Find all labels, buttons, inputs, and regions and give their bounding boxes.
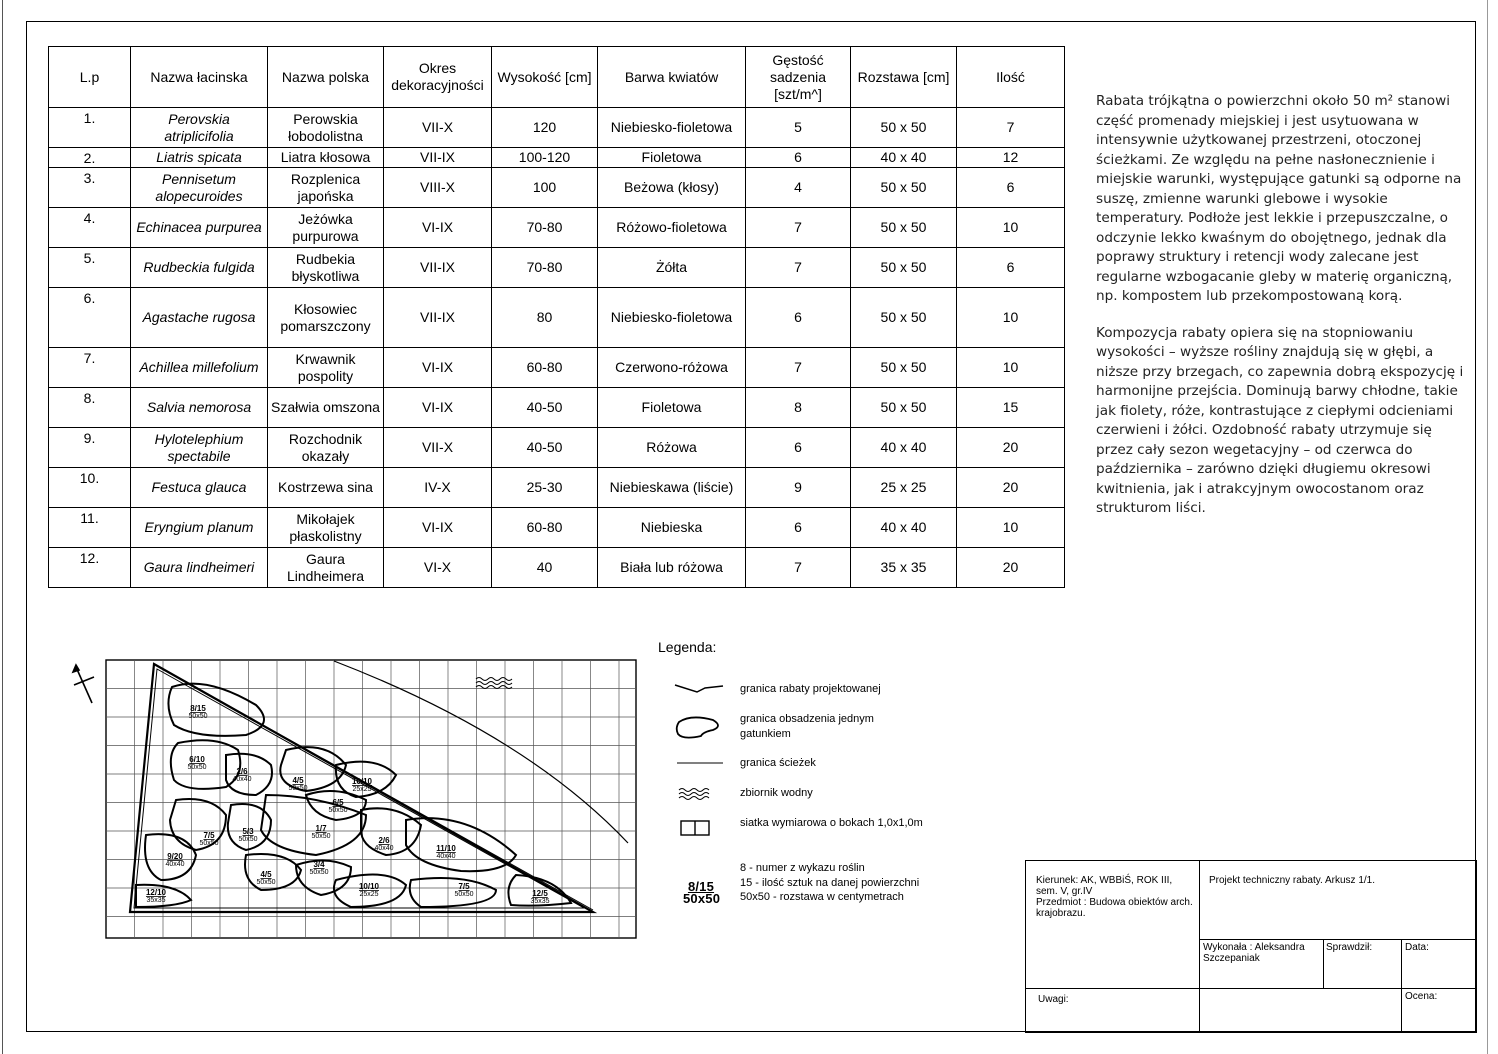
water-icon [476, 678, 512, 689]
column-header: Gęstość sadzenia [szt/m^] [746, 47, 851, 108]
plant-label-spacing: 50x50 [188, 713, 208, 720]
table-cell-qty: 10 [957, 208, 1065, 248]
title-block [1025, 860, 1477, 1033]
plant-label-spacing: 50x50 [238, 836, 258, 843]
table-cell-density: 4 [746, 168, 851, 208]
table-cell-period: IV-X [384, 468, 492, 508]
description-paragraph: Rabata trójkątna o powierzchni około 50 m² stanowi część promenady miejskiej i jest usytuowana w intensywnie użytkowanej przestrzeni, otoczonej ścieżkami. Ze względu na pełne nasłonecznienie i miejskie warunki, występujące gatunki są odporne na suszę, zmienne warunki glebowe i wysokie temperatury. Podłoże jest lekkie i przepuszczalne, o odczynie lekko kwaśnym do obojętnego, jednak dla poprawy struktury i retencji wody zalecane jest regularne wzbogacanie gleby w materię organiczną, np. kompostem lub przekompostowaną korą. [1096, 93, 1462, 304]
notes-field: Uwagi: [1038, 994, 1069, 1005]
table-cell-spacing: 40 x 40 [851, 148, 957, 168]
table-row [49, 348, 1065, 388]
divider [1026, 988, 1476, 989]
table-cell-qty: 6 [957, 168, 1065, 208]
table-cell-density: 6 [746, 148, 851, 168]
plant-label-spacing: 40x40 [436, 853, 456, 860]
table-cell-height: 120 [492, 108, 598, 148]
path-line-icon [673, 756, 725, 770]
sheet-edge [1487, 0, 1488, 1054]
table-row [49, 428, 1065, 468]
table-row [49, 288, 1065, 348]
plant-label-spacing: 50x50 [199, 840, 219, 847]
plant-label-spacing: 50x50 [328, 807, 348, 814]
made-by: Wykonała : Aleksandra Szczepaniak [1203, 942, 1305, 964]
plant-label-number: 10/10 [358, 882, 380, 891]
plant-label-spacing: 35x35 [530, 898, 550, 905]
checked-by: Sprawdził: [1326, 942, 1373, 953]
table-cell-color: Różowo-fioletowa [598, 208, 746, 248]
plant-label-number: 10/10 [351, 777, 373, 786]
table-cell-lp: 3. [49, 168, 131, 208]
table-cell-latin: Perovskia atriplicifolia [131, 108, 268, 148]
table-cell-color: Fioletowa [598, 388, 746, 428]
table-cell-spacing: 50 x 50 [851, 168, 957, 208]
legend-label: granica rabaty projektowanej [740, 683, 881, 695]
table-cell-height: 60-80 [492, 508, 598, 548]
plant-label-number: 4/5 [260, 870, 272, 879]
planting-plan [66, 655, 641, 945]
column-header: Rozstawa [cm] [851, 47, 957, 108]
legend-label: granica ścieżek [740, 757, 816, 769]
table-cell-latin: Achillea millefolium [131, 348, 268, 388]
plant-label-number: 5/3 [242, 827, 254, 836]
table-cell-qty: 12 [957, 148, 1065, 168]
table-cell-polish: Krwawnik pospolity [268, 348, 384, 388]
plant-label-spacing: 40x40 [165, 861, 185, 868]
legend-label: granica obsadzenia jednym gatunkiem [740, 713, 874, 740]
plant-label-number: 6/5 [332, 798, 344, 807]
table-cell-density: 6 [746, 288, 851, 348]
table-row [49, 108, 1065, 148]
table-cell-lp: 4. [49, 208, 131, 248]
table-cell-density: 6 [746, 428, 851, 468]
plant-label-spacing: 40x40 [374, 845, 394, 852]
table-cell-polish: Kłosowiec pomarszczony [268, 288, 384, 348]
plant-label-number: 2/6 [236, 767, 248, 776]
table-cell-qty: 10 [957, 348, 1065, 388]
plant-label-number: 2/6 [378, 836, 390, 845]
table-cell-spacing: 50 x 50 [851, 208, 957, 248]
table-row [49, 148, 1065, 168]
table-cell-lp: 9. [49, 428, 131, 468]
table-cell-density: 7 [746, 248, 851, 288]
table-cell-qty: 7 [957, 108, 1065, 148]
table-cell-spacing: 40 x 40 [851, 508, 957, 548]
grid-icon [673, 818, 725, 838]
plant-label-number: 3/4 [313, 860, 325, 869]
divider [1323, 939, 1324, 988]
table-cell-lp: 8. [49, 388, 131, 428]
divider [1401, 939, 1402, 1032]
table-cell-polish: Rudbekia błyskotliwa [268, 248, 384, 288]
table-cell-period: VII-IX [384, 148, 492, 168]
plant-label-spacing: 25x25 [352, 786, 372, 793]
table-cell-qty: 15 [957, 388, 1065, 428]
plant-label-number: 8/15 [190, 704, 206, 713]
project-title: Projekt techniczny rabaty. Arkusz 1/1. [1209, 875, 1376, 886]
table-cell-latin: Salvia nemorosa [131, 388, 268, 428]
column-header: L.p [49, 47, 131, 108]
table-cell-lp: 1. [49, 108, 131, 148]
table-cell-lp: 2. [49, 148, 131, 168]
table-cell-lp: 6. [49, 288, 131, 348]
table-cell-lp: 10. [49, 468, 131, 508]
table-cell-spacing: 50 x 50 [851, 388, 957, 428]
table-cell-density: 7 [746, 348, 851, 388]
table-cell-latin: Hylotelephium spectabile [131, 428, 268, 468]
table-cell-latin: Festuca glauca [131, 468, 268, 508]
table-cell-height: 100 [492, 168, 598, 208]
table-cell-spacing: 50 x 50 [851, 248, 957, 288]
plant-label-number: 1/7 [315, 824, 327, 833]
table-row [49, 388, 1065, 428]
example-code-bottom: 50x50 [683, 891, 721, 906]
plant-label-number: 9/20 [167, 852, 183, 861]
table-cell-period: VII-X [384, 108, 492, 148]
table-cell-spacing: 35 x 35 [851, 548, 957, 588]
table-row [49, 208, 1065, 248]
table-cell-period: VI-IX [384, 348, 492, 388]
table-cell-qty: 10 [957, 288, 1065, 348]
table-cell-color: Niebiesko-fioletowa [598, 288, 746, 348]
table-cell-density: 8 [746, 388, 851, 428]
table-cell-polish: Jeżówka purpurowa [268, 208, 384, 248]
table-cell-color: Niebieskawa (liście) [598, 468, 746, 508]
table-cell-height: 80 [492, 288, 598, 348]
table-cell-qty: 20 [957, 428, 1065, 468]
table-cell-height: 40-50 [492, 388, 598, 428]
table-cell-polish: Liatra kłosowa [268, 148, 384, 168]
sheet-edge [2, 0, 3, 1054]
author-info: Kierunek: AK, WBBiŚ, ROK III, sem. V, gr.IV Przedmiot : Budowa obiektów arch. krajobrazu. [1036, 875, 1193, 919]
table-row [49, 548, 1065, 588]
plant-label-spacing: 25x25 [359, 891, 379, 898]
table-row [49, 248, 1065, 288]
plant-label-number: 4/5 [292, 776, 304, 785]
table-cell-density: 5 [746, 108, 851, 148]
table-cell-lp: 7. [49, 348, 131, 388]
table-cell-color: Fioletowa [598, 148, 746, 168]
plant-label-spacing: 50x50 [454, 891, 474, 898]
example-code-top: 8/15 [687, 879, 715, 894]
table-cell-color: Beżowa (kłosy) [598, 168, 746, 208]
table-cell-period: VI-X [384, 548, 492, 588]
table-cell-spacing: 40 x 40 [851, 428, 957, 468]
legend-label: 8 - numer z wykazu roślin 15 - ilość sztuk na danej powierzchni 50x50 - rozstawa w centymetrach [740, 862, 920, 903]
plant-label-number: 7/5 [458, 882, 470, 891]
table-cell-density: 9 [746, 468, 851, 508]
water-icon [673, 786, 725, 802]
table-cell-qty: 6 [957, 248, 1065, 288]
table-cell-period: VI-IX [384, 388, 492, 428]
table-cell-color: Niebiesko-fioletowa [598, 108, 746, 148]
table-cell-lp: 11. [49, 508, 131, 548]
table-cell-height: 40-50 [492, 428, 598, 468]
table-cell-spacing: 25 x 25 [851, 468, 957, 508]
table-cell-lp: 12. [49, 548, 131, 588]
north-arrow-icon [73, 665, 94, 703]
table-cell-latin: Rudbeckia fulgida [131, 248, 268, 288]
table-cell-height: 70-80 [492, 208, 598, 248]
table-cell-lp: 5. [49, 248, 131, 288]
table-row [49, 168, 1065, 208]
table-cell-density: 7 [746, 548, 851, 588]
table-cell-period: VII-X [384, 428, 492, 468]
table-cell-polish: Perowskia łobodolistna [268, 108, 384, 148]
legend-title: Legenda: [658, 639, 717, 655]
table-cell-polish: Gaura Lindheimera [268, 548, 384, 588]
column-header: Barwa kwiatów [598, 47, 746, 108]
date-field: Data: [1405, 942, 1429, 953]
table-row [49, 508, 1065, 548]
table-cell-spacing: 50 x 50 [851, 288, 957, 348]
plant-label-number: 11/10 [436, 844, 456, 853]
column-header: Nazwa łacinska [131, 47, 268, 108]
plant-label-spacing: 50x50 [288, 785, 308, 792]
column-header: Nazwa polska [268, 47, 384, 108]
table-cell-latin: Agastache rugosa [131, 288, 268, 348]
table-cell-color: Żółta [598, 248, 746, 288]
table-row [49, 468, 1065, 508]
table-cell-spacing: 50 x 50 [851, 108, 957, 148]
table-cell-density: 7 [746, 208, 851, 248]
plant-label-number: 7/5 [203, 831, 215, 840]
table-header-row [49, 47, 1065, 108]
table-cell-latin: Eryngium planum [131, 508, 268, 548]
border-line-icon [673, 680, 725, 696]
plant-label-number: 6/10 [189, 755, 205, 764]
plant-label-spacing: 50x50 [311, 833, 331, 840]
column-header: Wysokość [cm] [492, 47, 598, 108]
table-cell-spacing: 50 x 50 [851, 348, 957, 388]
table-cell-latin: Gaura lindheimeri [131, 548, 268, 588]
table-cell-height: 40 [492, 548, 598, 588]
legend-label: siatka wymiarowa o bokach 1,0x1,0m [740, 817, 923, 829]
description-paragraph: Kompozycja rabaty opiera się na stopniowaniu wysokości – wyższe rośliny znajdują się w głębi, a niższe przy brzegach, co zapewnia dobrą ekspozycję i harmonijne przejścia. Dominują barwy chłodne, takie jak fiolety, róże, kontrastujące z ciepłymi odcieniami czerwieni i żółci. Ozdobność rabaty utrzymuje się przez cały sezon wegetacyjny – od czerwca do października – zarówno dzięki długiemu okresowi kwitnienia, jak i atrakcyjnym owocostanom oraz strukturom liści. [1096, 324, 1464, 516]
column-header: Ilość [957, 47, 1065, 108]
table-cell-polish: Rozchodnik okazały [268, 428, 384, 468]
table-cell-color: Różowa [598, 428, 746, 468]
divider [1199, 861, 1200, 1032]
table-cell-height: 60-80 [492, 348, 598, 388]
table-cell-color: Biała lub różowa [598, 548, 746, 588]
label-example-icon [683, 881, 719, 905]
table-cell-period: VII-IX [384, 248, 492, 288]
plant-label-spacing: 35x35 [146, 897, 166, 904]
planting-area-icon [673, 714, 725, 742]
plant-label-spacing: 50x50 [187, 764, 207, 771]
plant-label-spacing: 40x40 [232, 776, 252, 783]
plant-label-spacing: 50x50 [309, 869, 329, 876]
column-header: Okres dekoracyjności [384, 47, 492, 108]
plant-table [48, 46, 1065, 588]
table-cell-period: VII-IX [384, 288, 492, 348]
table-cell-period: VI-IX [384, 208, 492, 248]
table-cell-period: VIII-X [384, 168, 492, 208]
plant-label-number: 12/5 [532, 889, 548, 898]
table-cell-polish: Mikołajek płaskolistny [268, 508, 384, 548]
plant-label-spacing: 50x50 [256, 879, 276, 886]
table-cell-latin: Echinacea purpurea [131, 208, 268, 248]
grade-field: Ocena: [1405, 991, 1438, 1002]
table-cell-qty: 20 [957, 468, 1065, 508]
table-cell-height: 25-30 [492, 468, 598, 508]
table-cell-period: VI-IX [384, 508, 492, 548]
table-cell-polish: Rozplenica japońska [268, 168, 384, 208]
table-cell-polish: Kostrzewa sina [268, 468, 384, 508]
table-cell-color: Niebieska [598, 508, 746, 548]
table-cell-height: 100-120 [492, 148, 598, 168]
table-cell-qty: 20 [957, 548, 1065, 588]
table-cell-density: 6 [746, 508, 851, 548]
table-cell-polish: Szałwia omszona [268, 388, 384, 428]
table-cell-qty: 10 [957, 508, 1065, 548]
table-cell-color: Czerwono-różowa [598, 348, 746, 388]
divider [1199, 939, 1476, 940]
table-cell-latin: Liatris spicata [131, 148, 268, 168]
plant-label-number: 12/10 [145, 888, 167, 897]
table-cell-latin: Pennisetum alopecuroides [131, 168, 268, 208]
description-text [1096, 92, 1466, 536]
legend-label: zbiornik wodny [740, 787, 813, 799]
table-cell-height: 70-80 [492, 248, 598, 288]
